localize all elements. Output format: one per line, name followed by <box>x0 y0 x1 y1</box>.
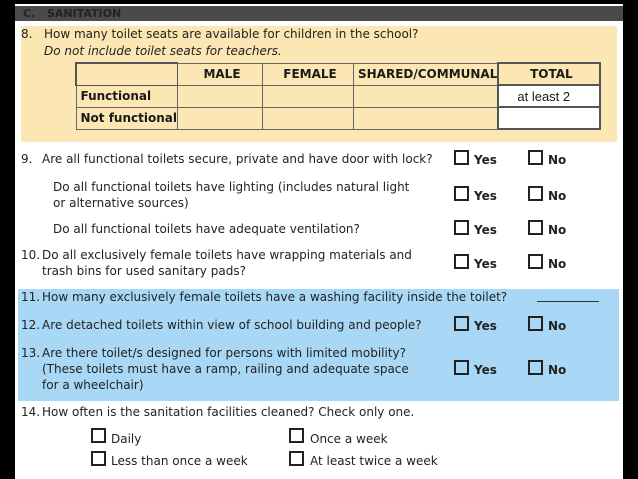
q12-text: Are detached toilets within view of school building and people? <box>42 318 422 332</box>
q9a-text: Do all functional toilets have lighting (includes natural light or alternative sources) <box>53 180 410 210</box>
q9b-text: Do all functional toilets have adequate ventilation? <box>53 222 360 236</box>
cell-notfunctional-total[interactable] <box>498 107 600 129</box>
q9b-yes-label: Yes <box>474 223 497 237</box>
col-female: FEMALE <box>263 63 354 85</box>
q9a-yes-label: Yes <box>474 189 497 203</box>
row-functional-label: Functional <box>76 85 178 107</box>
q10-yes-label: Yes <box>474 257 497 271</box>
q9a-no-label: No <box>548 189 567 203</box>
q12-no-checkbox[interactable] <box>528 316 543 331</box>
q14-daily-checkbox[interactable] <box>91 428 106 443</box>
q13-no-label: No <box>548 363 567 377</box>
row-not-functional-label: Not functional <box>76 107 178 129</box>
q12-number: 12. <box>21 318 41 332</box>
q14-less-label: Less than once a week <box>111 454 248 468</box>
q14-daily-label: Daily <box>111 432 142 446</box>
survey-page <box>15 4 623 479</box>
q13-text: Are there toilet/s designed for persons with limited mobility? <box>42 346 406 360</box>
cell-functional-shared[interactable] <box>354 85 499 107</box>
q9-yes-checkbox[interactable] <box>454 150 469 165</box>
q9-no-checkbox[interactable] <box>528 150 543 165</box>
q12-yes-checkbox[interactable] <box>454 316 469 331</box>
cell-notfunctional-female[interactable] <box>263 107 354 129</box>
cell-functional-total[interactable]: at least 2 <box>498 85 600 107</box>
q12-yes-label: Yes <box>474 319 497 333</box>
q10-number: 10. <box>21 248 41 262</box>
q13-no-checkbox[interactable] <box>528 360 543 375</box>
toilet-seats-table <box>75 62 601 130</box>
col-total: TOTAL <box>498 63 600 85</box>
q13-number: 13. <box>21 346 41 360</box>
section-letter: C. <box>23 7 36 20</box>
cell-notfunctional-shared[interactable] <box>354 107 499 129</box>
section-header <box>15 6 623 21</box>
q9b-no-checkbox[interactable] <box>528 220 543 235</box>
q14-twice-label: At least twice a week <box>310 454 438 468</box>
col-shared: SHARED/COMMUNAL <box>354 63 499 85</box>
q9-yes-label: Yes <box>474 153 497 167</box>
q9a-yes-checkbox[interactable] <box>454 186 469 201</box>
q13-yes-checkbox[interactable] <box>454 360 469 375</box>
q14-weekly-checkbox[interactable] <box>289 428 304 443</box>
q9-number: 9. <box>21 152 33 166</box>
section-title: SANITATION <box>47 7 122 20</box>
q8-text: How many toilet seats are available for children in the school? <box>44 27 419 41</box>
q8-note: Do not include toilet seats for teachers. <box>44 44 282 58</box>
q10-yes-checkbox[interactable] <box>454 254 469 269</box>
q11-text: How many exclusively female toilets have a washing facility inside the toilet? <box>42 290 508 304</box>
q12-no-label: No <box>548 319 567 333</box>
q14-less-checkbox[interactable] <box>91 451 106 466</box>
cell-notfunctional-male[interactable] <box>178 107 263 129</box>
q13-yes-label: Yes <box>474 363 497 377</box>
q11-answer-line[interactable] <box>537 301 599 302</box>
q9-text: Are all functional toilets secure, private and have door with lock? <box>42 152 433 166</box>
cell-functional-male[interactable] <box>178 85 263 107</box>
q9-no-label: No <box>548 153 567 167</box>
q11-number: 11. <box>21 290 41 304</box>
q13-note: (These toilets must have a ramp, railing and adequate space for a wheelchair) <box>42 362 409 392</box>
col-male: MALE <box>178 63 263 85</box>
q10-text: Do all exclusively female toilets have wrapping materials and trash bins for used sanitary pads? <box>42 248 412 278</box>
q8-number: 8. <box>21 27 33 41</box>
q14-twice-checkbox[interactable] <box>289 451 304 466</box>
q14-number: 14. <box>21 405 41 419</box>
q9a-no-checkbox[interactable] <box>528 186 543 201</box>
q9b-no-label: No <box>548 223 567 237</box>
q10-no-label: No <box>548 257 567 271</box>
cell-functional-female[interactable] <box>263 85 354 107</box>
q14-weekly-label: Once a week <box>310 432 388 446</box>
q10-no-checkbox[interactable] <box>528 254 543 269</box>
q9b-yes-checkbox[interactable] <box>454 220 469 235</box>
q14-text: How often is the sanitation facilities cleaned? Check only one. <box>42 405 415 419</box>
